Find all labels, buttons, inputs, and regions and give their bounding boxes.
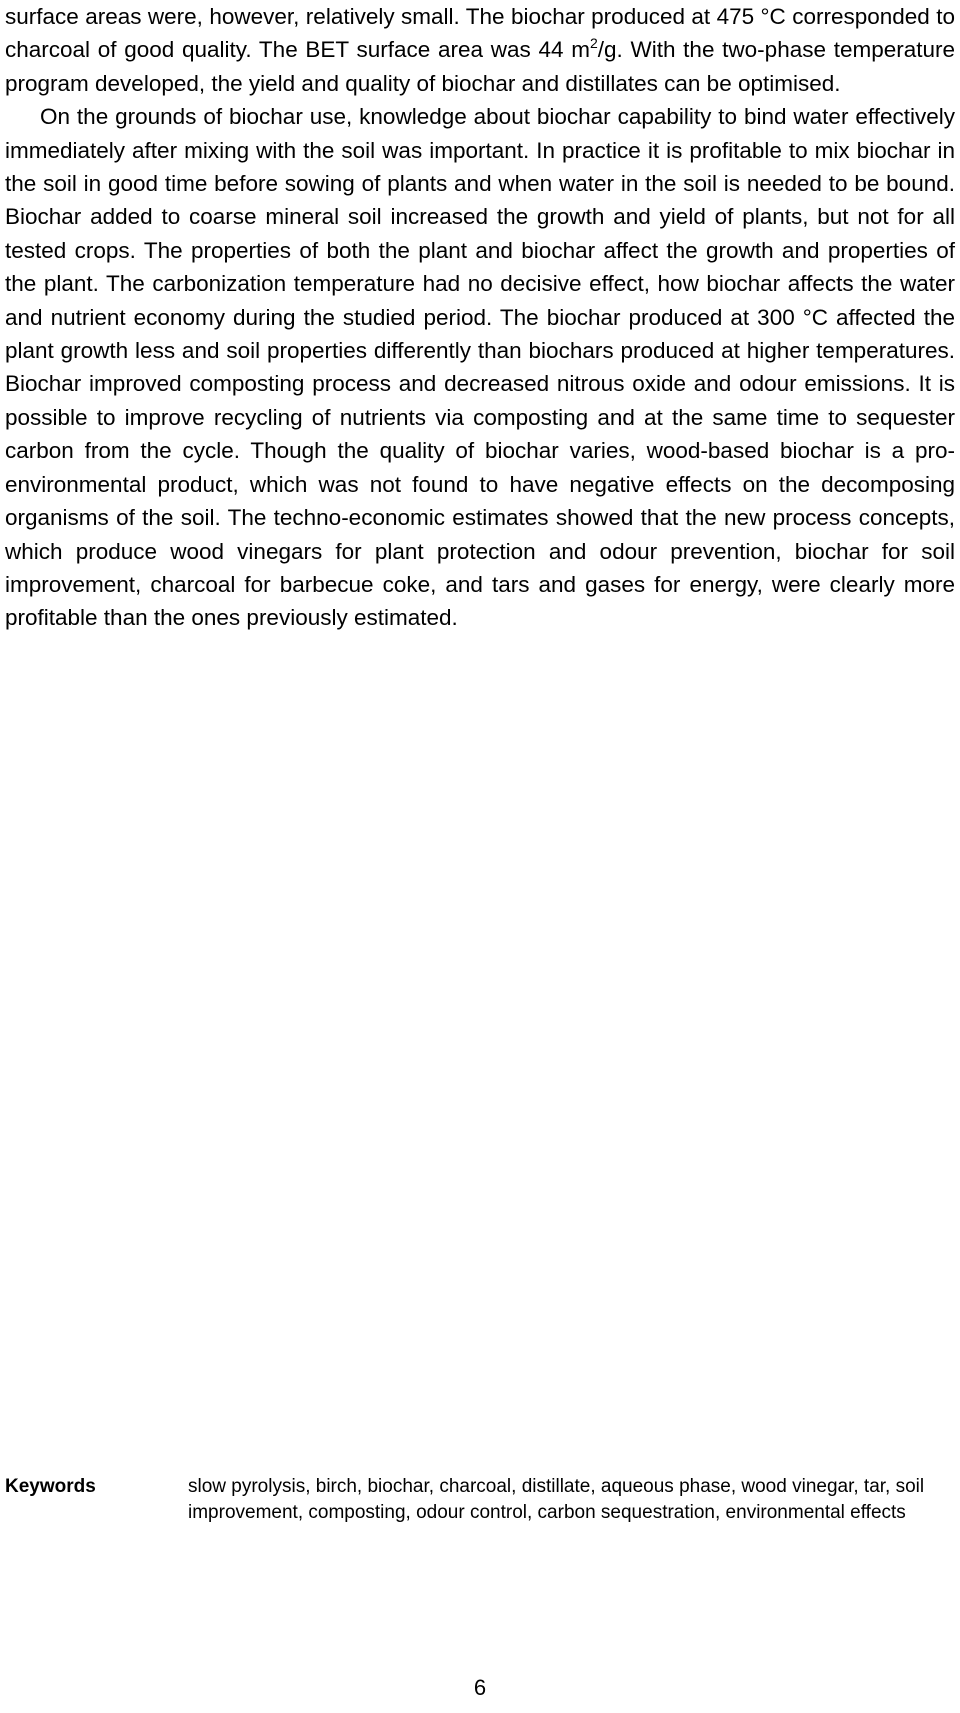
page-number: 6: [473, 1675, 487, 1700]
unit-superscript: 2: [589, 35, 598, 52]
abstract-paragraph-1-text: surface areas were, however, relatively small. The biochar produced at 475 °C corresponded to charcoal of good quality. The BET surface area was 44 m: [5, 4, 955, 63]
keywords-section: [5, 1466, 955, 1525]
abstract-paragraph-2: On the grounds of biochar use, knowledge about biochar capability to bind water effectively immediately after mixing with the soil was important. In practice it is profitable to mix biochar in the soil in good time before sowing of plants and when water in the soil is needed to be bound. Biochar added to coarse mineral soil increased the growth and yield of plants, but not for all tested crops. The properties of both the plant and biochar affect the growth and properties of the plant. The carbonization temperature had no decisive effect, how biochar affects the water and nutrient economy during the studied period. The biochar produced at 300 °C affected the plant growth less and soil properties differently than biochars produced at higher temperatures. Biochar improved composting process and decreased nitrous oxide and odour emissions. It is possible to improve recycling of nutrients via composting and at the same time to sequester carbon from the cycle. Though the quality of biochar varies, wood-based biochar is a pro-environmental product, which was not found to have negative effects on the decomposing organisms of the soil. The techno-economic estimates showed that the new process concepts, which produce wood vinegars for plant protection and odour prevention, biochar for soil improvement, charcoal for barbecue coke, and tars and gases for energy, were clearly more profitable than the ones previously estimated.: [5, 104, 955, 631]
keywords-label: Keywords: [5, 1476, 96, 1497]
abstract-section: [5, 0, 955, 635]
document-page: [5, 0, 955, 1713]
abstract-paragraph-1-text-end: /g. With the two-phase temperature program developed, the yield and quality of biochar and distillates can be optimised.: [5, 37, 956, 96]
abstract-paragraph-1: [5, 0, 955, 100]
keywords-list: slow pyrolysis, birch, biochar, charcoal, distillate, aqueous phase, wood vinegar, tar, soil improvement, composting, odour control, carbon sequestration, environmental effects: [188, 1476, 925, 1523]
